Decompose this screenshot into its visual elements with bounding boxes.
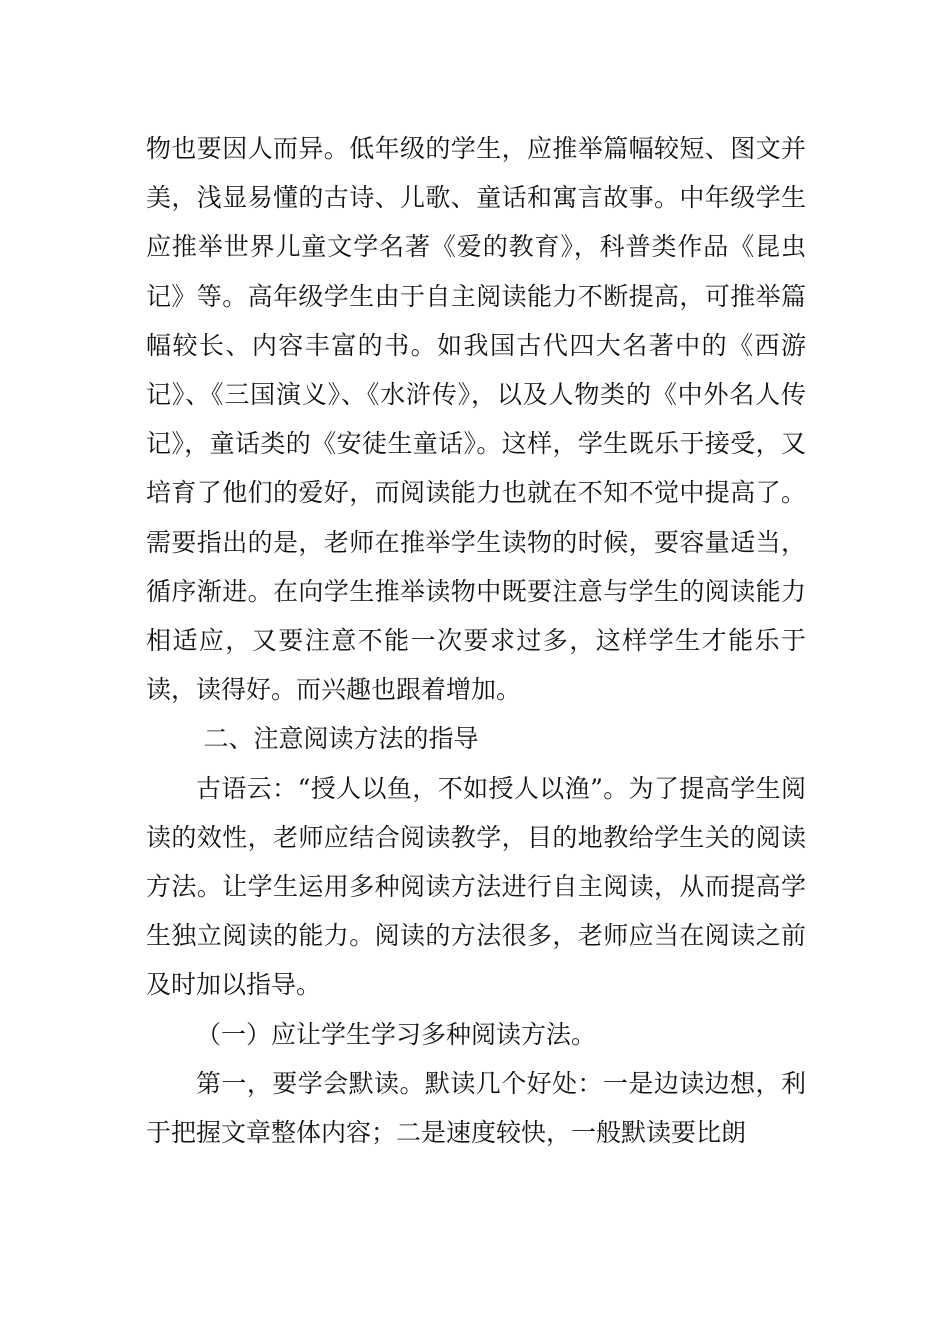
paragraph-reading-methods-intro: 古语云：“授人以鱼，不如授人以渔”。为了提高学生阅读的效性，老师应结合阅读教学，目的地教给学生关的阅读方法。让学生运用多种阅读方法进行自主阅读，从而提高学生独立阅读的能力。阅读的方法很多，老师应当在阅读之前及时加以指导。 bbox=[146, 773, 806, 1000]
paragraph-reading-recommendations: 物也要因人而异。低年级的学生，应推举篇幅较短、图文并美，浅显易懂的古诗、儿歌、童话和寓言故事。中年级学生应推举世界儿童文学名著《爱的教育》，科普类作品《昆虫记》等。高年级学生由于自主阅读能力不断提高，可推举篇幅较长、内容丰富的书。如我国古代四大名著中的《西游记》、《三国演义》、《水浒传》，以及人物类的《中外名人传记》，童话类的《安徒生童话》。这样，学生既乐于接受，又培育了他们的爱好，而阅读能力也就在不知不觉中提高了。需要指出的是，老师在推举学生读物的时候，要容量适当，循序渐进。在向学生推举读物中既要注意与学生的阅读能力相适应，又要注意不能一次要求过多，这样学生才能乐于读，读得好。而兴趣也跟着增加。 bbox=[146, 134, 806, 705]
document-page bbox=[146, 124, 806, 1157]
subsection-heading-multiple-methods: （一）应让学生学习多种阅读方法。 bbox=[196, 1019, 597, 1049]
paragraph-silent-reading: 第一，要学会默读。默读几个好处：一是边读边想，利于把握文章整体内容；二是速度较快，一般默读要比朗 bbox=[146, 1068, 806, 1148]
section-heading-reading-methods: 二、注意阅读方法的指导 bbox=[203, 724, 479, 754]
